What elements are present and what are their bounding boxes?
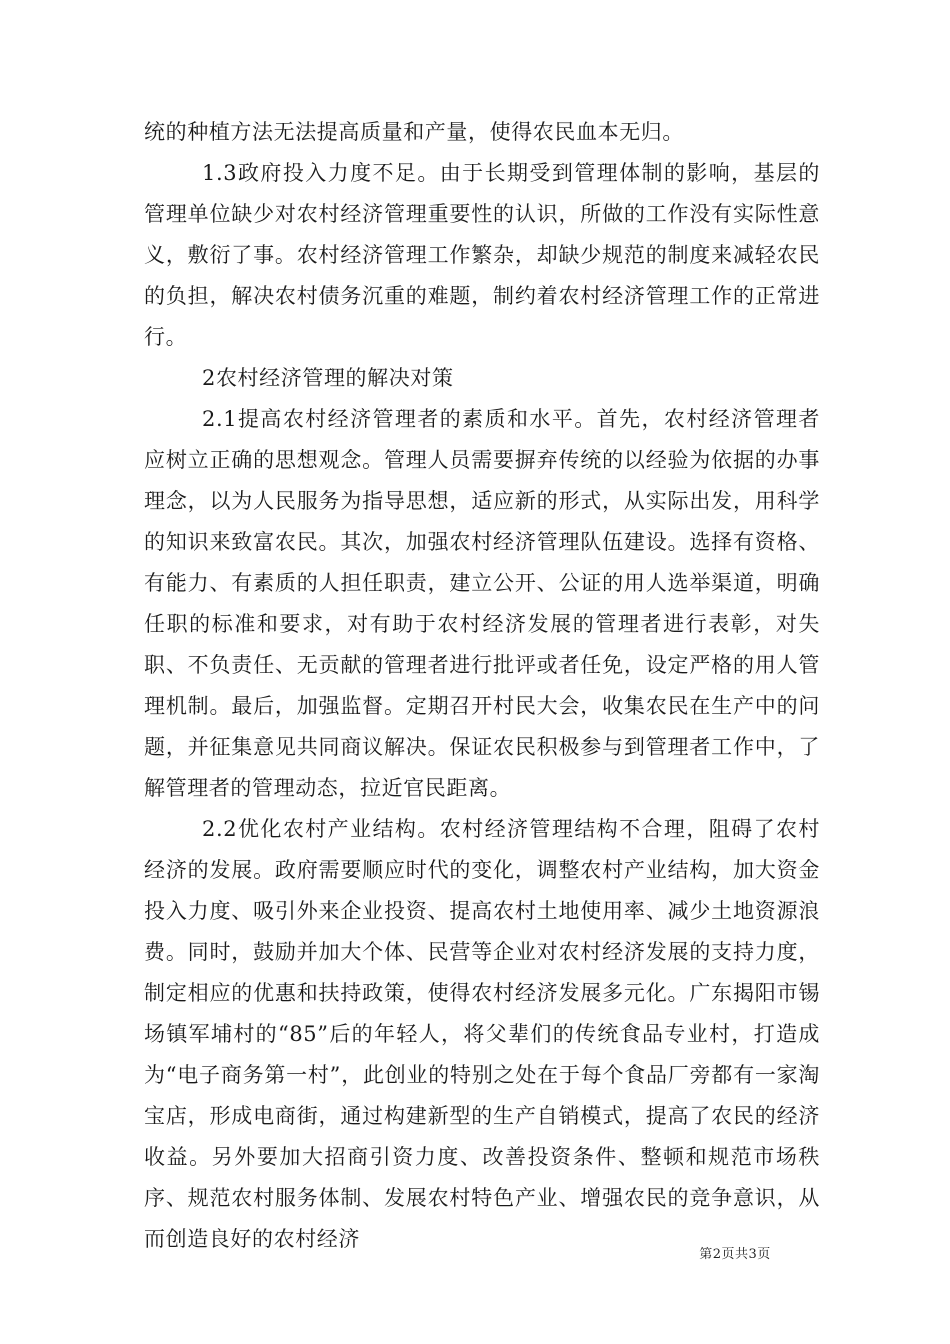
document-body xyxy=(144,112,820,1260)
section-heading-2: 2农村经济管理的解决对策 xyxy=(202,366,454,390)
paragraph-continuation: 统的种植方法无法提高质量和产量，使得农民血本无归。 xyxy=(144,120,684,144)
page-number-footer: 第2页共3页 xyxy=(699,1247,771,1262)
paragraph-section-2-1: 2.1提高农村经济管理者的素质和水平。首先，农村经济管理者应树立正确的思想观念。管理人员需要摒弃传统的以经验为依据的办事理念，以为人民服务为指导思想，适应新的形式，从实际出发，用科学的知识来致富农民。其次，加强农村经济管理队伍建设。选择有资格、有能力、有素质的人担任职责，建立公开、公证的用人选举渠道，明确任职的标准和要求，对有助于农村经济发展的管理者进行表彰，对失职、不负责任、无贡献的管理者进行批评或者任免，设定严格的用人管理机制。最后，加强监督。定期召开村民大会，收集农民在生产中的问题，并征集意见共同商议解决。保证农民积极参与到管理者工作中，了解管理者的管理动态，拉近官民距离。 xyxy=(144,407,820,800)
paragraph-section-1-3: 1.3政府投入力度不足。由于长期受到管理体制的影响，基层的管理单位缺少对农村经济管理重要性的认识，所做的工作没有实际性意义，敷衍了事。农村经济管理工作繁杂，却缺少规范的制度来减轻农民的负担，解决农村债务沉重的难题，制约着农村经济管理工作的正常进行。 xyxy=(144,161,820,349)
paragraph-section-2-2: 2.2优化农村产业结构。农村经济管理结构不合理，阻碍了农村经济的发展。政府需要顺应时代的变化，调整农村产业结构，加大资金投入力度、吸引外来企业投资、提高农村土地使用率、减少土地资源浪费。同时，鼓励并加大个体、民营等企业对农村经济发展的支持力度，制定相应的优惠和扶持政策，使得农村经济发展多元化。广东揭阳市锡场镇军埔村的“85”后的年轻人，将父辈们的传统食品专业村，打造成为“电子商务第一村”，此创业的特别之处在于每个食品厂旁都有一家淘宝店，形成电商街，通过构建新型的生产自销模式，提高了农民的经济收益。另外要加大招商引资力度、改善投资条件、整顿和规范市场秩序、规范农村服务体制、发展农村特色产业、增强农民的竞争意识，从而创造良好的农村经济 xyxy=(144,817,820,1251)
